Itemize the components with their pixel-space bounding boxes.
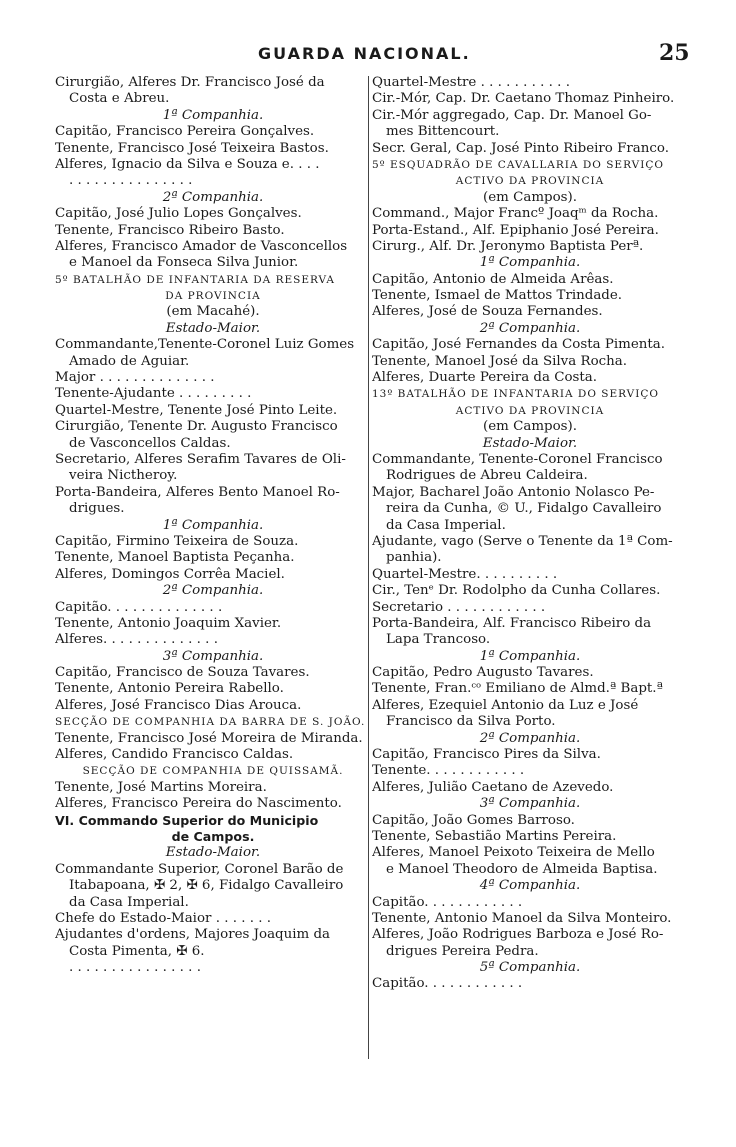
- left-line: Alferes, Ignacio da Silva e Souza e. . . .: [55, 156, 320, 172]
- left-line: Alferes, Domingos Corrêa Maciel.: [55, 566, 285, 582]
- right-line: (em Campos).: [482, 419, 577, 435]
- right-line: Alferes, Manoel Peixoto Teixeira de Mello: [372, 845, 655, 861]
- right-line: Capitão, João Gomes Barroso.: [372, 812, 575, 828]
- right-line: da Casa Imperial.: [386, 517, 506, 533]
- left-line: veira Nictheroy.: [69, 468, 178, 484]
- right-line: Alferes, Julião Caetano de Azevedo.: [372, 779, 614, 795]
- left-line: 5º BATALHÃO DE INFANTARIA DA RESERVA: [55, 273, 335, 286]
- running-title: GUARDA NACIONAL.: [258, 44, 471, 63]
- right-line: Cir., Tenᵉ Dr. Rodolpho da Cunha Collares.: [372, 583, 661, 599]
- right-line: 1ª Companhia.: [479, 648, 581, 664]
- left-line: Alferes, Francisco Amador de Vasconcellos: [55, 238, 348, 254]
- left-line: Major . . . . . . . . . . . . . .: [55, 370, 215, 386]
- column-divider: [368, 76, 369, 1059]
- left-line: Estado-Maior.: [165, 320, 261, 336]
- left-line: SECÇÃO DE COMPANHIA DA BARRA DE S. JOÃO.: [55, 716, 366, 729]
- left-line: (em Macahé).: [166, 304, 260, 320]
- left-line: Chefe do Estado-Maior . . . . . . .: [55, 910, 272, 926]
- right-line: mes Bittencourt.: [386, 124, 500, 140]
- right-column: [372, 75, 688, 993]
- right-line: Capitão, Antonio de Almeida Arêas.: [372, 271, 614, 287]
- left-line: Costa Pimenta, ✠ 6.: [69, 943, 205, 959]
- left-line: Tenente, José Martins Moreira.: [55, 779, 267, 795]
- left-line: Porta-Bandeira, Alferes Bento Manoel Ro-: [55, 484, 340, 500]
- right-line: panhia).: [386, 550, 442, 566]
- right-line: 2ª Companhia.: [479, 320, 581, 336]
- left-line: de Vasconcellos Caldas.: [69, 435, 231, 451]
- left-line: Alferes. . . . . . . . . . . . . .: [55, 632, 218, 648]
- right-line: e Manoel Theodoro de Almeida Baptisa.: [386, 861, 658, 877]
- right-line: 5º ESQUADRÃO DE CAVALLARIA DO SERVIÇO: [372, 158, 664, 171]
- right-line: Tenente, Fran.ᶜᵒ Emiliano de Almd.ª Bapt.ª: [372, 681, 663, 697]
- right-line: Cir.-Mór, Cap. Dr. Caetano Thomaz Pinheiro.: [372, 91, 675, 107]
- right-line: 13º BATALHÃO DE INFANTARIA DO SERVIÇO: [372, 388, 660, 401]
- right-line: Alferes, Ezequiel Antonio da Luz e José: [372, 697, 639, 713]
- left-line: Capitão. . . . . . . . . . . . . .: [55, 599, 223, 615]
- page-number: 25: [659, 40, 690, 66]
- left-line: 2ª Companhia.: [162, 189, 264, 205]
- left-line: Tenente, Antonio Joaquim Xavier.: [55, 615, 282, 631]
- left-line: Tenente, Francisco José Teixeira Bastos.: [55, 140, 329, 156]
- left-line: 1ª Companhia.: [162, 107, 264, 123]
- left-line: Capitão, Francisco de Souza Tavares.: [55, 665, 310, 681]
- right-line: Alferes, João Rodrigues Barboza e José Ro-: [372, 927, 664, 943]
- right-line: Lapa Trancoso.: [386, 632, 491, 648]
- right-line: Tenente, Ismael de Mattos Trindade.: [372, 288, 623, 304]
- right-line: 3ª Companhia.: [479, 796, 581, 812]
- right-line: Quartel-Mestre . . . . . . . . . . .: [372, 75, 570, 90]
- left-line: . . . . . . . . . . . . . . .: [69, 173, 193, 189]
- right-line: Ajudante, vago (Serve o Tenente da 1ª Com-: [372, 533, 673, 549]
- right-line: ACTIVO DA PROVINCIA: [455, 175, 605, 188]
- right-line: Tenente, Sebastião Martins Pereira.: [372, 828, 617, 844]
- right-line: Commandante, Tenente-Coronel Francisco: [372, 451, 663, 467]
- left-column: [55, 75, 371, 976]
- right-line: Capitão, Francisco Pires da Silva.: [372, 747, 601, 763]
- right-line: Tenente, Antonio Manoel da Silva Monteiro.: [372, 910, 672, 926]
- left-line: Estado-Maior.: [165, 845, 261, 861]
- right-line: Quartel-Mestre. . . . . . . . . .: [372, 566, 558, 582]
- left-line: Capitão, Francisco Pereira Gonçalves.: [55, 124, 315, 140]
- right-line: Capitão, Pedro Augusto Tavares.: [372, 665, 594, 681]
- right-line: drigues Pereira Pedra.: [386, 943, 539, 959]
- page-header: [0, 38, 736, 78]
- right-line: reira da Cunha, © U., Fidalgo Cavalleiro: [386, 501, 662, 517]
- left-line: de Campos.: [171, 828, 255, 844]
- left-line: Commandante Superior, Coronel Barão de: [55, 861, 344, 877]
- right-line: Alferes, Duarte Pereira da Costa.: [372, 370, 598, 386]
- left-line: VI. Commando Superior do Municipio: [55, 812, 319, 828]
- left-line: Alferes, Francisco Pereira do Nascimento.: [55, 796, 342, 812]
- right-line: Cirurg., Alf. Dr. Jeronymo Baptista Perª.: [372, 238, 644, 254]
- right-line: Tenente, Manoel José da Silva Rocha.: [372, 353, 627, 369]
- right-line: (em Campos).: [482, 189, 577, 205]
- left-line: Costa e Abreu.: [69, 91, 170, 107]
- left-line: SECÇÃO DE COMPANHIA DE QUISSAMÃ.: [82, 765, 344, 778]
- right-line: 5ª Companhia.: [479, 960, 581, 976]
- left-line: Commandante,Tenente-Coronel Luiz Gomes: [55, 337, 355, 353]
- left-line: Secretario, Alferes Serafim Tavares de Oli-: [55, 451, 346, 467]
- left-line: Alferes, Candido Francisco Caldas.: [55, 747, 294, 763]
- right-line: ACTIVO DA PROVINCIA: [455, 404, 605, 417]
- right-line: 4ª Companhia.: [479, 878, 581, 894]
- right-line: Capitão, José Fernandes da Costa Pimenta.: [372, 337, 666, 353]
- right-line: Secretario . . . . . . . . . . . .: [372, 599, 546, 615]
- left-line: Tenente, Francisco Ribeiro Basto.: [55, 222, 285, 238]
- right-line: Rodrigues de Abreu Caldeira.: [386, 468, 588, 484]
- right-line: Command., Major Francº Joaqᵐ da Rocha.: [372, 206, 659, 222]
- left-line: Capitão, Firmino Teixeira de Souza.: [55, 533, 299, 549]
- left-line: Cirurgião, Tenente Dr. Augusto Francisco: [55, 419, 338, 435]
- left-line: Amado de Aguiar.: [69, 353, 190, 369]
- left-line: Alferes, José Francisco Dias Arouca.: [55, 697, 302, 713]
- left-line: Ajudantes d'ordens, Majores Joaquim da: [55, 927, 331, 943]
- left-line: Tenente, Antonio Pereira Rabello.: [55, 681, 284, 697]
- left-line: 2ª Companhia.: [162, 583, 264, 599]
- right-line: Cir.-Mór aggregado, Cap. Dr. Manoel Go-: [372, 107, 652, 123]
- right-line: Porta-Estand., Alf. Epiphanio José Pereira.: [372, 222, 659, 238]
- left-line: e Manoel da Fonseca Silva Junior.: [69, 255, 299, 271]
- right-line: 1ª Companhia.: [479, 255, 581, 271]
- left-line: 3ª Companhia.: [162, 648, 264, 664]
- right-line: Capitão. . . . . . . . . . . .: [372, 894, 523, 910]
- right-line: Major, Bacharel João Antonio Nolasco Pe-: [372, 484, 655, 500]
- left-line: 1ª Companhia.: [162, 517, 264, 533]
- right-line: Secr. Geral, Cap. José Pinto Ribeiro Franco.: [372, 140, 669, 156]
- left-line: Tenente, Manoel Baptista Peçanha.: [55, 550, 295, 566]
- left-line: drigues.: [69, 501, 125, 517]
- right-line: 2ª Companhia.: [479, 730, 581, 746]
- left-line: Tenente, Francisco José Moreira de Miranda.: [55, 730, 363, 746]
- left-line: Itabapoana, ✠ 2, ✠ 6, Fidalgo Cavalleiro: [69, 878, 344, 894]
- right-line: Tenente. . . . . . . . . . . .: [372, 763, 525, 779]
- right-line: Francisco da Silva Porto.: [386, 714, 556, 730]
- left-line: Tenente-Ajudante . . . . . . . . .: [55, 386, 252, 402]
- left-line: da Casa Imperial.: [69, 894, 189, 910]
- right-line: Capitão. . . . . . . . . . . .: [372, 976, 523, 992]
- right-line: Alferes, José de Souza Fernandes.: [372, 304, 603, 320]
- left-line: DA PROVINCIA: [165, 290, 261, 303]
- right-line: Porta-Bandeira, Alf. Francisco Ribeiro da: [372, 615, 652, 631]
- left-line: Cirurgião, Alferes Dr. Francisco José da: [55, 75, 325, 90]
- right-line: Estado-Maior.: [482, 435, 578, 451]
- left-line: Capitão, José Julio Lopes Gonçalves.: [55, 206, 302, 222]
- left-line: . . . . . . . . . . . . . . . .: [69, 960, 201, 976]
- left-line: Quartel-Mestre, Tenente José Pinto Leite.: [55, 402, 338, 418]
